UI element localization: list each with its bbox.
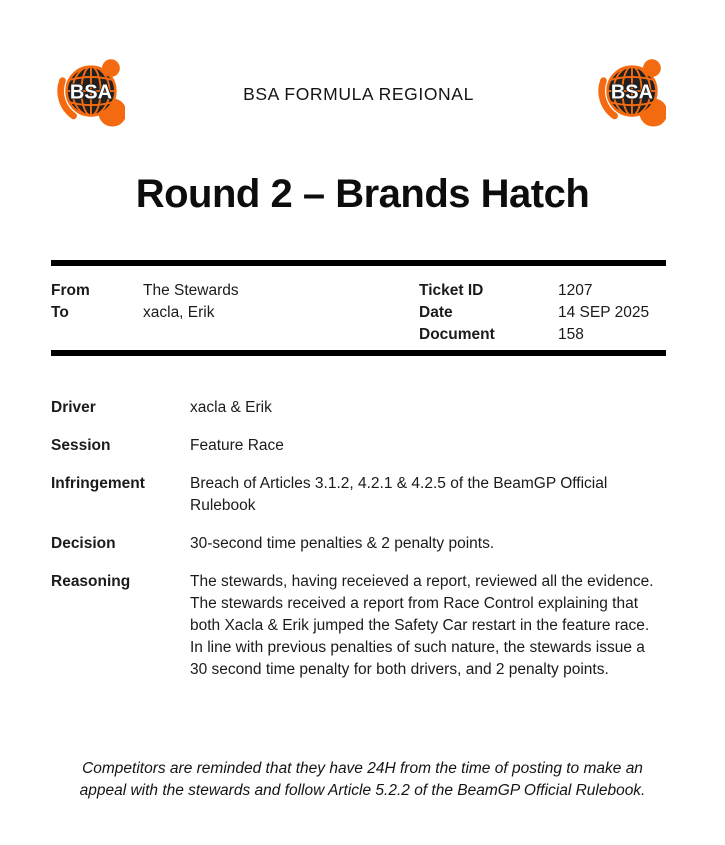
appeal-notice-text: Competitors are reminded that they have 24H from the time of posting to make an appeal with the stewards and follow Article 5.2.2 of the BeamGP Official Rulebook. [79,760,646,799]
info-col-meta [419,280,666,346]
bsa-globe-logo-right [592,57,666,131]
logo-bsa-text: BSA [610,81,654,104]
session-value: Feature Race [190,437,284,454]
bsa-globe-logo-left [51,57,125,131]
reasoning-label: Reasoning [51,573,131,590]
info-row-to [51,302,419,324]
field-row-infringement [51,473,666,517]
infringement-label: Infringement [51,475,145,492]
document-value: 158 [558,326,584,343]
decision-fields [51,397,666,697]
field-row-decision [51,533,666,555]
reasoning-value: The stewards, having receieved a report, reviewed all the evidence. The stewards received a report from Race Control explaining that both Xacla & Erik jumped the Safety Car restart in the feature race. In line with previous penalties of such nature, the stewards issue a 30 second time penalty for both drivers, and 2 penalty points. [190,573,654,678]
to-label: To [51,304,69,321]
document-header [51,57,666,131]
logo-bsa-text: BSA [69,81,113,104]
info-row-document [419,324,666,346]
infringement-value: Breach of Articles 3.1.2, 4.2.1 & 4.2.5 of the BeamGP Official Rulebook [190,475,608,514]
appeal-notice [0,758,725,802]
date-value: 14 SEP 2025 [558,304,650,321]
info-row-date [419,302,666,324]
logo-blob-top-right [643,59,661,77]
info-row-ticket-id [419,280,666,302]
date-label: Date [419,304,453,321]
decision-value: 30-second time penalties & 2 penalty points. [190,535,495,552]
ticket-id-value: 1207 [558,282,593,299]
driver-value: xacla & Erik [190,399,272,416]
field-row-session [51,435,666,457]
series-title: BSA FORMULA REGIONAL [243,83,474,104]
page-title: Round 2 – Brands Hatch [135,172,590,216]
info-col-from-to [51,280,419,346]
field-row-reasoning [51,571,666,681]
field-row-driver [51,397,666,419]
session-label: Session [51,437,111,454]
info-table [51,260,666,356]
from-value: The Stewards [143,282,239,299]
decision-label: Decision [51,535,116,552]
logo-blob-top-right [102,59,120,77]
document-label: Document [419,326,495,343]
to-value: xacla, Erik [143,304,215,321]
info-row-from [51,280,419,302]
driver-label: Driver [51,399,96,416]
from-label: From [51,282,90,299]
ticket-id-label: Ticket ID [419,282,484,299]
